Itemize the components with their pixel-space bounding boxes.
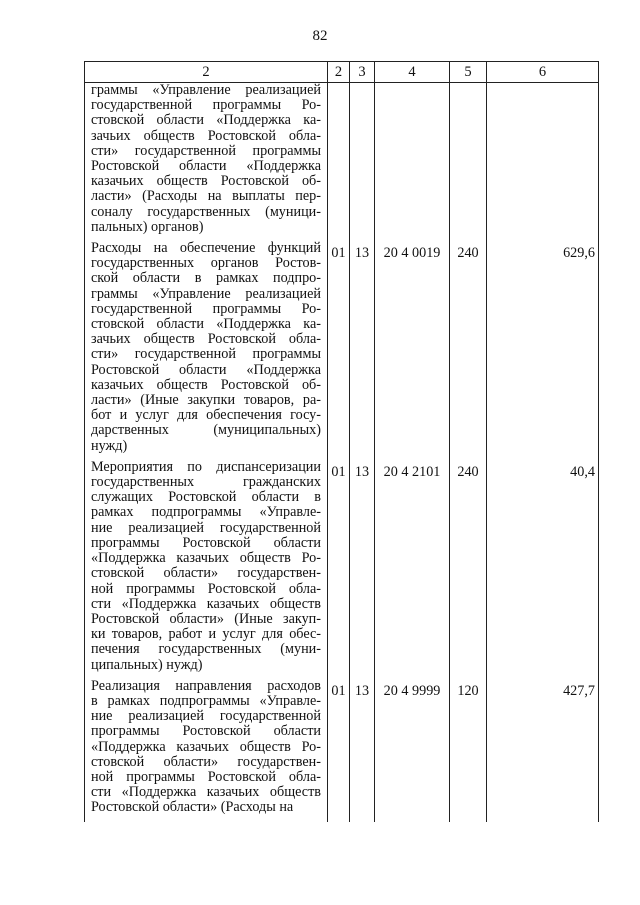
row-section: 01 <box>328 679 350 822</box>
description-line: нужд) <box>91 437 128 454</box>
budget-table <box>84 61 599 822</box>
table-body <box>85 83 599 822</box>
row-target-article: 20 4 0019 <box>375 241 450 460</box>
table-row <box>85 241 599 460</box>
description-line: Ростовской области» (Иные закуп- <box>91 610 321 627</box>
description-line: стовской области «Поддержка ка- <box>91 316 321 333</box>
description-line: Ростовской области» (Расходы на <box>91 799 294 816</box>
row-amount: 629,6 <box>487 241 599 460</box>
header-col-amount: 6 <box>487 62 599 83</box>
description-line: граммы «Управление реализацией <box>91 82 321 98</box>
description-line: сти «Поддержка казачьих обществ <box>91 595 321 612</box>
table-row <box>85 679 599 822</box>
description-line: казачьих обществ Ростовской об- <box>91 173 321 190</box>
description-line: сти» государственной программы <box>91 346 321 363</box>
row-target-article <box>375 83 450 242</box>
description-line: зачьих обществ Ростовской обла- <box>91 127 321 144</box>
description-line: ской области в рамках подпро- <box>91 270 321 287</box>
description-line: сти» государственной программы <box>91 142 321 159</box>
description-line: «Поддержка казачьих обществ Ро- <box>91 550 321 567</box>
description-line: граммы «Управление реализацией <box>91 285 321 302</box>
row-description <box>85 460 328 679</box>
description-line: Ростовской области «Поддержка <box>91 158 321 175</box>
row-expense-type: 240 <box>450 460 487 679</box>
description-line: служащих Ростовской области в <box>91 489 321 506</box>
row-amount: 40,4 <box>487 460 599 679</box>
row-description <box>85 83 328 242</box>
row-section <box>328 83 350 242</box>
row-subsection: 13 <box>350 460 375 679</box>
header-col-expense-type: 5 <box>450 62 487 83</box>
description-line: ной программы Ростовской обла- <box>91 768 321 785</box>
row-section: 01 <box>328 460 350 679</box>
header-col-section: 2 <box>328 62 350 83</box>
header-col-description: 2 <box>85 62 328 83</box>
description-line: Ростовской области «Поддержка <box>91 361 321 378</box>
header-col-subsection: 3 <box>350 62 375 83</box>
page-number: 82 <box>312 28 328 44</box>
row-description <box>85 679 328 822</box>
description-line: государственной программы Ро- <box>91 97 321 114</box>
description-line: в рамках подпрограммы «Управле- <box>91 692 321 709</box>
description-line: печения государственных (муни- <box>91 641 321 658</box>
row-subsection <box>350 83 375 242</box>
description-line: рамках подпрограммы «Управле- <box>91 504 321 521</box>
description-line: пальных) органов) <box>91 218 204 235</box>
description-line: государственных гражданских <box>91 474 321 491</box>
description-line: программы Ростовской области <box>91 723 321 740</box>
description-line: государственной программы Ро- <box>91 300 321 317</box>
description-line: ласти» (Расходы на выплаты пер- <box>91 188 321 205</box>
description-line: государственных органов Ростов- <box>91 255 321 272</box>
description-line: ние реализацией государственной <box>91 519 321 536</box>
description-line: бот и услуг для обеспечения госу- <box>91 407 321 424</box>
description-line: ной программы Ростовской обла- <box>91 580 321 597</box>
description-line: ласти» (Иные закупки товаров, ра- <box>91 392 321 409</box>
table-header <box>85 62 599 83</box>
description-line: программы Ростовской области <box>91 534 321 551</box>
table-row <box>85 83 599 242</box>
description-line: стовской области «Поддержка ка- <box>91 112 321 129</box>
row-target-article: 20 4 2101 <box>375 460 450 679</box>
row-target-article: 20 4 9999 <box>375 679 450 822</box>
row-section: 01 <box>328 241 350 460</box>
description-line: соналу государственных (муници- <box>91 203 321 220</box>
row-expense-type <box>450 83 487 242</box>
header-col-target-article: 4 <box>375 62 450 83</box>
description-line: стовской области» государствен- <box>91 565 321 582</box>
row-amount <box>487 83 599 242</box>
row-subsection: 13 <box>350 679 375 822</box>
description-line: Мероприятия по диспансеризации <box>91 458 321 475</box>
table-row <box>85 460 599 679</box>
description-line: ки товаров, работ и услуг для обес- <box>91 626 321 643</box>
description-line: «Поддержка казачьих обществ Ро- <box>91 738 321 755</box>
description-line: Реализация направления расходов <box>91 677 321 694</box>
description-line: ние реализацией государственной <box>91 708 321 725</box>
description-line: стовской области» государствен- <box>91 753 321 770</box>
description-line: зачьих обществ Ростовской обла- <box>91 331 321 348</box>
description-line: Расходы на обеспечение функций <box>91 240 321 257</box>
description-line: сти «Поддержка казачьих обществ <box>91 784 321 801</box>
row-subsection: 13 <box>350 241 375 460</box>
row-expense-type: 240 <box>450 241 487 460</box>
row-expense-type: 120 <box>450 679 487 822</box>
description-line: ципальных) нужд) <box>91 656 203 673</box>
row-description <box>85 241 328 460</box>
row-amount: 427,7 <box>487 679 599 822</box>
description-line: дарственных (муниципальных) <box>91 422 321 439</box>
description-line: казачьих обществ Ростовской об- <box>91 376 321 393</box>
header-row <box>85 62 599 83</box>
